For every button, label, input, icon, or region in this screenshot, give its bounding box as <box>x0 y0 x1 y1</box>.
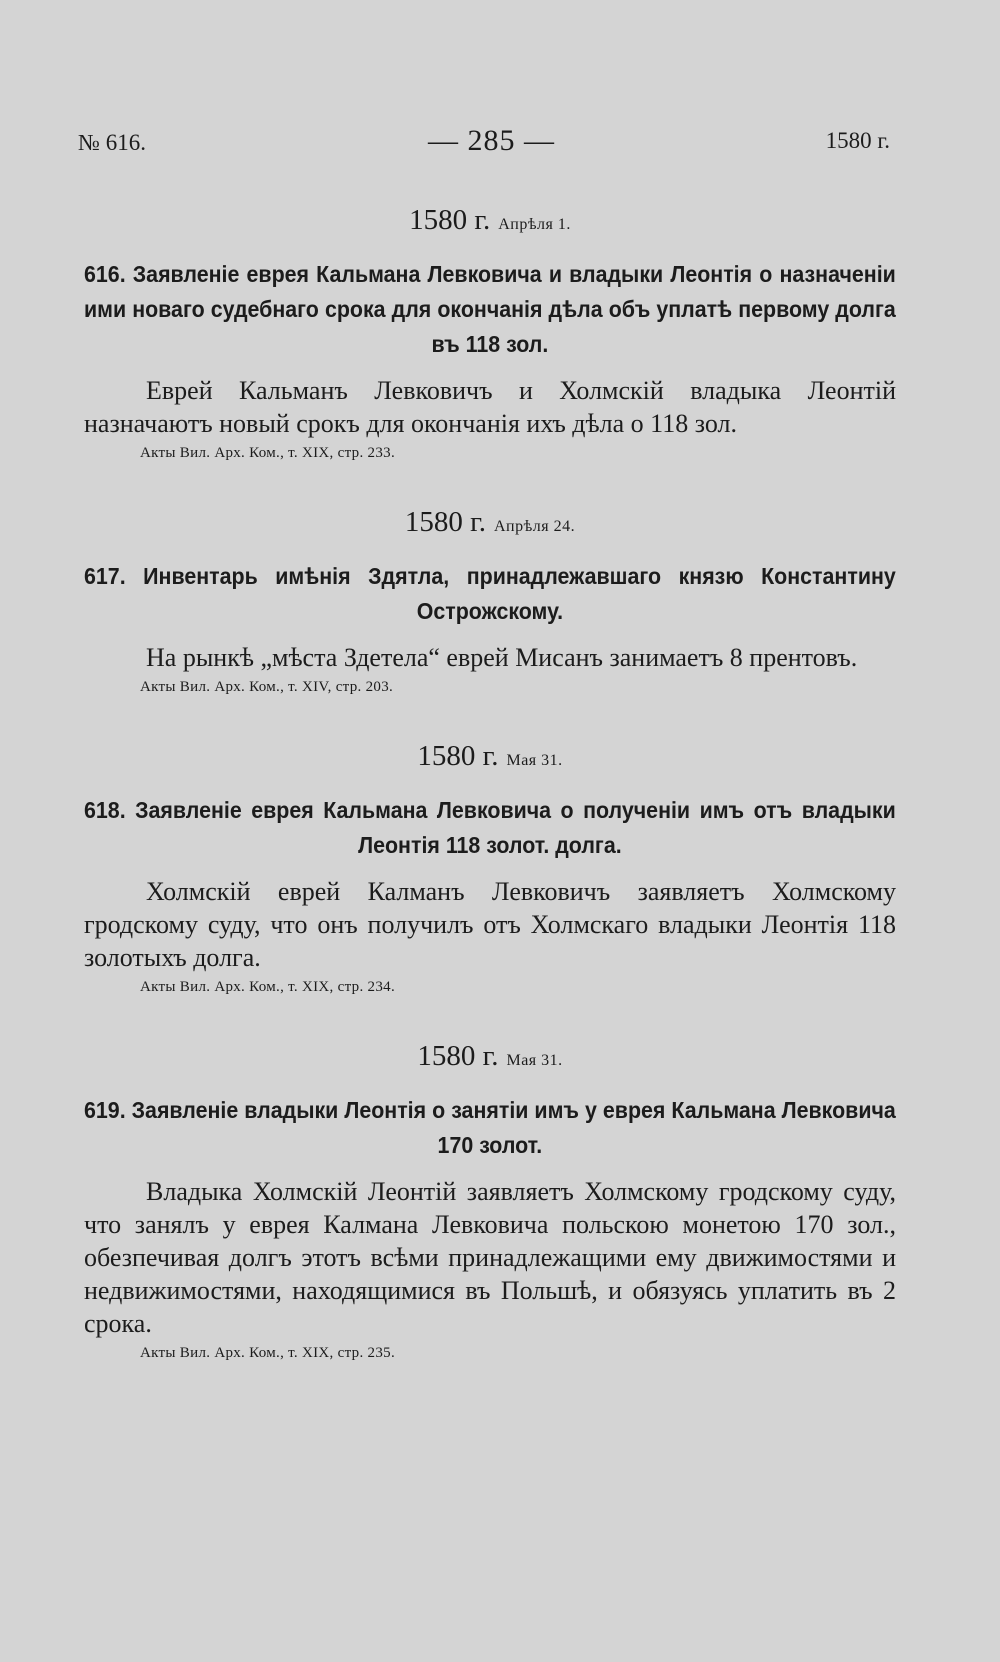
entry-title: 618. Заявленіе еврея Кальмана Левковича о полученіи имъ отъ владыки Леонтія 118 золот. долга. <box>84 797 896 858</box>
entry-date <box>84 502 896 547</box>
entry-source-reference: Акты Вил. Арх. Ком., т. XIX, стр. 235. <box>140 1345 396 1361</box>
entry-source-reference: Акты Вил. Арх. Ком., т. XIV, стр. 203. <box>140 679 394 695</box>
page-content <box>84 200 896 1402</box>
entry-day: Мая 31. <box>506 752 563 769</box>
document-number: № 616. <box>78 130 146 155</box>
entry-date <box>84 1036 896 1081</box>
entry-source-reference: Акты Вил. Арх. Ком., т. XIX, стр. 234. <box>140 979 396 995</box>
entry-title: 616. Заявленіе еврея Кальмана Левковича и владыки Леонтія о назначеніи ими новаго судебнаго срока для окончанія дѣла объ уплатѣ первому долга въ 118 зол. <box>84 261 896 357</box>
header-year: 1580 г. <box>825 128 890 153</box>
page-number: — 285 — <box>428 124 555 157</box>
entry-date <box>84 200 896 245</box>
entry-title: 617. Инвентарь имѣнія Здятла, принадлежавшаго князю Константину Острожскому. <box>84 563 896 624</box>
entry-summary: На рынкѣ „мѣста Здетела“ еврей Мисанъ занимаетъ 8 прентовъ. <box>146 643 858 672</box>
entry-day: Мая 31. <box>506 1052 563 1069</box>
entry-summary: Холмскій еврей Калманъ Левковичъ заявляетъ Холмскому гродскому суду, что онъ получилъ отъ Холмскаго владыки Леонтія 118 золотыхъ долга. <box>84 877 896 972</box>
entry-619 <box>84 1036 896 1364</box>
entry-618 <box>84 736 896 998</box>
entry-date <box>84 736 896 781</box>
running-header <box>78 124 890 164</box>
entry-day: Апрѣля 1. <box>498 216 571 233</box>
entry-year: 1580 г. <box>417 740 499 772</box>
entry-616 <box>84 200 896 464</box>
entry-source-reference: Акты Вил. Арх. Ком., т. XIX, стр. 233. <box>140 445 396 461</box>
entry-summary: Еврей Кальманъ Левковичъ и Холмскій владыка Леонтій назначаютъ новый срокъ для окончанія ихъ дѣла о 118 зол. <box>84 376 896 438</box>
entry-summary: Владыка Холмскій Леонтій заявляетъ Холмскому гродскому суду, что занялъ у еврея Калмана Левковича польскою монетою 170 зол., обезпечивая долгъ этотъ всѣми принадлежащими ему движимостями и недвижимостями, находящимися въ Польшѣ, и обязуясь уплатить въ 2 срока. <box>84 1177 896 1338</box>
entry-day: Апрѣля 24. <box>493 518 576 535</box>
entry-617 <box>84 502 896 698</box>
entry-year: 1580 г. <box>409 204 491 236</box>
entry-year: 1580 г. <box>404 506 486 538</box>
entry-year: 1580 г. <box>417 1040 499 1072</box>
entry-title: 619. Заявленіе владыки Леонтія о занятіи имъ у еврея Кальмана Левковича 170 золот. <box>84 1097 896 1158</box>
